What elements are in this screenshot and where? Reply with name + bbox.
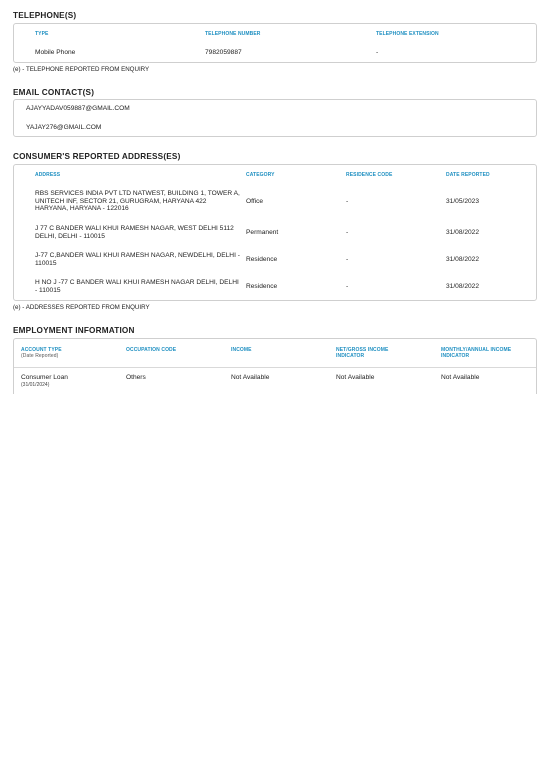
- address-note: (e) - ADDRESSES REPORTED FROM ENQUIRY: [13, 304, 150, 311]
- employment-date-reported: (31/01/2024): [21, 381, 50, 388]
- telephone-extension: -: [376, 49, 379, 56]
- employment-header-net-gross: NET/GROSS INCOME INDICATOR: [336, 347, 389, 359]
- address-date-reported: 31/08/2022: [446, 283, 480, 290]
- employment-net-gross: Not Available: [336, 374, 375, 381]
- address-header-residence-code: RESIDENCE CODE: [346, 172, 393, 178]
- employment-account-type: [21, 374, 68, 389]
- employment-section-title: EMPLOYMENT INFORMATION: [13, 326, 135, 335]
- address-category: Residence: [246, 283, 278, 290]
- employment-header-divider: [14, 367, 536, 368]
- address-header-date-reported: DATE REPORTED: [446, 172, 490, 178]
- employment-header-occupation: OCCUPATION CODE: [126, 347, 177, 353]
- address-text: J-77 C,BANDER WALI KHUI RAMESH NAGAR, NEWDELHI, DELHI - 110015: [35, 252, 240, 267]
- telephone-section-title: TELEPHONE(S): [13, 11, 77, 20]
- address-header-category: CATEGORY: [246, 172, 275, 178]
- address-residence-code: -: [346, 198, 349, 205]
- employment-account-type-value: Consumer Loan: [21, 374, 68, 381]
- employment-income: Not Available: [231, 374, 270, 381]
- address-residence-code: -: [346, 283, 349, 290]
- telephone-number: 7982059887: [205, 49, 242, 56]
- telephone-note: (e) - TELEPHONE REPORTED FROM ENQUIRY: [13, 66, 150, 73]
- email-item: AJAYYADAV059887@GMAIL.COM: [26, 105, 130, 112]
- email-item: YAJAY276@GMAIL.COM: [26, 124, 102, 131]
- address-date-reported: 31/08/2022: [446, 229, 480, 236]
- address-residence-code: -: [346, 256, 349, 263]
- address-category: Permanent: [246, 229, 279, 236]
- employment-monthly-annual: Not Available: [441, 374, 480, 381]
- address-section-title: CONSUMER'S REPORTED ADDRESS(ES): [13, 152, 181, 161]
- employment-table: [13, 338, 537, 394]
- email-section-title: EMAIL CONTACT(S): [13, 88, 95, 97]
- address-text: RBS SERVICES INDIA PVT LTD NATWEST, BUILDING 1, TOWER A, UNITECH INF, SECTOR 21, GURUGRAM, HARYANA 422 HARYANA, HARYANA - 122016: [35, 190, 240, 213]
- telephone-header-extension: TELEPHONE EXTENSION: [376, 31, 439, 37]
- address-date-reported: 31/05/2023: [446, 198, 480, 205]
- address-text: H NO J -77 C BANDER WALI KHUI RAMESH NAGAR DELHI, DELHI - 110015: [35, 279, 239, 294]
- telephone-table: [13, 23, 537, 63]
- address-table: [13, 164, 537, 301]
- email-list: [13, 99, 537, 137]
- telephone-type: Mobile Phone: [35, 49, 76, 56]
- telephone-header-number: TELEPHONE NUMBER: [205, 31, 261, 37]
- address-category: Office: [246, 198, 264, 205]
- employment-header-date-reported: (Date Reported): [21, 352, 59, 359]
- employment-header-income: INCOME: [231, 347, 252, 353]
- address-residence-code: -: [346, 229, 349, 236]
- employment-header-account-type-label: ACCOUNT TYPE: [21, 347, 62, 353]
- employment-occupation: Others: [126, 374, 146, 381]
- address-date-reported: 31/08/2022: [446, 256, 480, 263]
- address-header-address: ADDRESS: [35, 172, 61, 178]
- address-text: J 77 C BANDER WALI KHUI RAMESH NAGAR, WEST DELHI 5112 DELHI, DELHI - 110015: [35, 225, 234, 240]
- address-category: Residence: [246, 256, 278, 263]
- employment-header-account-type: [21, 348, 62, 359]
- telephone-header-type: TYPE: [35, 31, 49, 37]
- employment-header-monthly-annual: MONTHLY/ANNUAL INCOME INDICATOR: [441, 347, 512, 359]
